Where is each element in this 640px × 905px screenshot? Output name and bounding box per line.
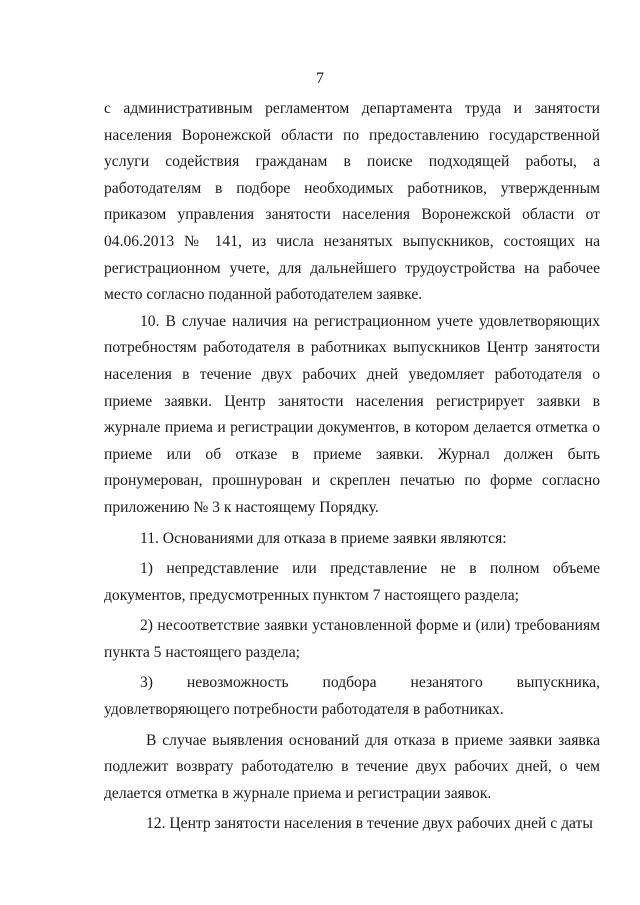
document-body	[104, 96, 600, 838]
paragraph-item-11: 11. Основаниями для отказа в приеме заявки являются:	[140, 529, 507, 547]
paragraph-item-12: 12. Центр занятости населения в течение двух рабочих дней с даты	[146, 815, 593, 833]
paragraph-subitem-2: 2) несоответствие заявки установленной форме и (или) требованиям пункта 5 настоящего раздела;	[104, 617, 600, 661]
paragraph-subitem-1: 1) непредставление или представление не в полном объеме документов, предусмотренных пунктом 7 настоящего раздела;	[104, 560, 600, 604]
paragraph-refusal-case: В случае выявления оснований для отказа в приеме заявки заявка подлежит возврату работодателю в течение двух рабочих дней, о чем делается отметка в журнале приема и регистрации заявок.	[104, 731, 600, 802]
paragraph-subitem-3: 3) невозможность подбора незанятого выпускника, удовлетворяющего потребности работодателя в работниках.	[104, 674, 600, 719]
page-number: 7	[316, 70, 324, 87]
paragraph-continuation: с административным регламентом департамента труда и занятости населения Воронежской области по предоставлению государственной услуги содействия гражданам в поиске подходящей работы, а работодателям в подборе необходимых работников, утвержденным приказом управления занятости населения Воронежской области от 04.06.2013 № 141, из числа незанятых выпускников, состоящих на регистрационном учете, для дальнейшего трудоустройства на рабочее место согласно поданной работодателем заявке.	[104, 100, 600, 304]
paragraph-item-10: 10. В случае наличия на регистрационном учете удовлетворяющих потребностям работодателя в работниках выпускников Центр занятости населения в течение двух рабочих дней уведомляет работодателя о приеме заявки. Центр занятости населения регистрирует заявки в журнале приема и регистрации документов, в котором делается отметка о приеме или об отказе в приеме заявки. Журнал должен быть пронумерован, прошнурован и скреплен печатью по форме согласно приложению № 3 к настоящему Порядку.	[104, 312, 600, 516]
